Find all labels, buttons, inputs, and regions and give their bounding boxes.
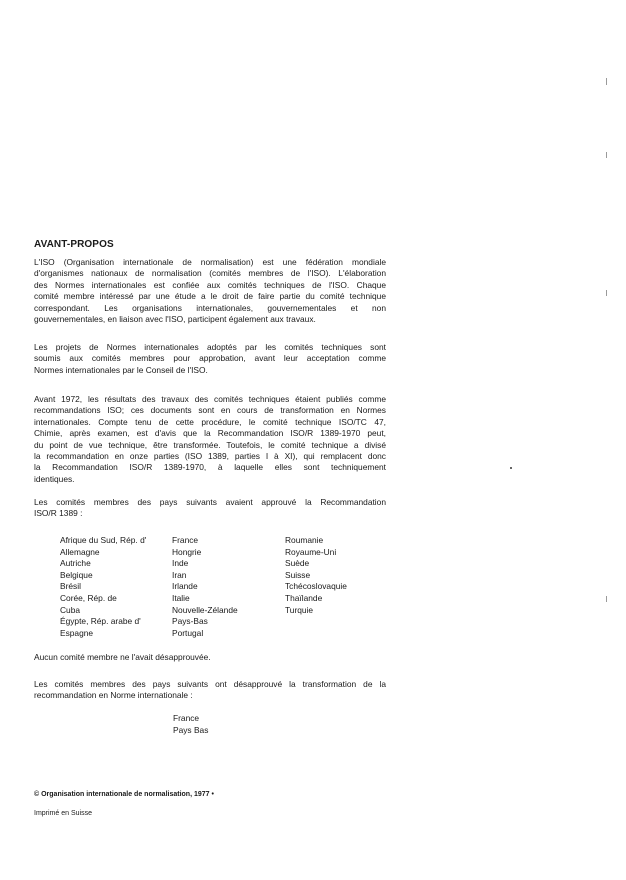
country-column-1 bbox=[60, 535, 146, 639]
text-line: des Normes internationales est confiée aux comités techniques de l'ISO. Chaque bbox=[34, 279, 386, 290]
copyright-notice: © Organisation internationale de normalisation, 1977 • bbox=[34, 791, 214, 798]
text-line: Les comités membres des pays suivants ont désapprouvé la transformation de la bbox=[34, 679, 386, 689]
paragraph-no-disapproval: Aucun comité membre ne l'avait désapprouvée. bbox=[34, 652, 211, 662]
paragraph-disapproving-members bbox=[34, 679, 386, 702]
country-name: Belgique bbox=[60, 569, 93, 580]
text-line: L'ISO (Organisation internationale de normalisation) est une fédération mondiale bbox=[34, 257, 386, 267]
scan-mark bbox=[510, 467, 512, 469]
country-name: Suède bbox=[285, 558, 310, 569]
printed-in-notice: Imprimé en Suisse bbox=[34, 810, 92, 817]
text-line: Chimie, après examen, est d'avis que la Recommandation ISO/R 1389-1970 peut, bbox=[34, 428, 386, 439]
disapproving-countries-list bbox=[173, 713, 208, 736]
country-name: France bbox=[173, 713, 200, 723]
country-name: Égypte, Rép. arabe d' bbox=[60, 616, 141, 627]
paragraph-iso-intro bbox=[34, 257, 386, 325]
scan-mark bbox=[606, 596, 607, 602]
text-line: Avant 1972, les résultats des travaux des comités techniques étaient publiés comme bbox=[34, 394, 386, 404]
text-line: ISO/R 1389 : bbox=[34, 508, 83, 519]
country-name: Corée, Rép. de bbox=[60, 592, 117, 603]
scan-mark bbox=[606, 290, 607, 296]
paragraph-recommendation-history bbox=[34, 394, 386, 485]
text-line: comité membre intéressé par une étude a le droit de faire partie du comité technique bbox=[34, 291, 386, 302]
country-name: Irlande bbox=[172, 581, 198, 592]
text-line: Normes internationales par le Conseil de l'ISO. bbox=[34, 364, 208, 375]
country-name: Roumanie bbox=[285, 535, 324, 545]
country-name: Italie bbox=[172, 592, 190, 603]
country-name: Inde bbox=[172, 558, 189, 569]
country-name: Hongrie bbox=[172, 546, 202, 557]
country-name: Pays Bas bbox=[173, 724, 209, 735]
scan-mark bbox=[606, 152, 607, 158]
country-name: Cuba bbox=[60, 604, 81, 615]
scan-mark bbox=[606, 78, 607, 85]
country-name: Afrique du Sud, Rép. d' bbox=[60, 535, 147, 545]
country-name: Iran bbox=[172, 569, 187, 580]
country-name: Portugal bbox=[172, 627, 204, 638]
country-name: Suisse bbox=[285, 569, 311, 580]
text-line: recommandation en Norme internationale : bbox=[34, 690, 193, 701]
paragraph-draft-standards bbox=[34, 342, 386, 376]
text-line: gouvernementales, en liaison avec l'ISO, participent également aux travaux. bbox=[34, 314, 316, 325]
country-name: France bbox=[172, 535, 199, 545]
country-column-2 bbox=[172, 535, 238, 639]
text-line: la Recommandation ISO/R 1389-1970, à laquelle elles sont techniquement bbox=[34, 462, 386, 473]
country-name: Tchécoslovaquie bbox=[285, 581, 347, 592]
country-name: Allemagne bbox=[60, 546, 100, 557]
text-line: d'organismes nationaux de normalisation (comités membres de l'ISO). L'élaboration bbox=[34, 268, 386, 279]
country-name: Royaume-Uni bbox=[285, 546, 337, 557]
text-line: correspondant. Les organisations internationales, gouvernementales et non bbox=[34, 302, 386, 313]
text-line: recommandations ISO; ces documents sont en cours de transformation en Normes bbox=[34, 405, 386, 416]
country-name: Turquie bbox=[285, 604, 314, 615]
country-name: Brésil bbox=[60, 581, 81, 592]
paragraph-approving-members bbox=[34, 497, 386, 520]
country-name: Pays-Bas bbox=[172, 616, 208, 627]
text-line: la recommandation en onze parties (ISO 1389, parties I à XI), qui remplacent donc bbox=[34, 451, 386, 462]
text-line: identiques. bbox=[34, 473, 75, 484]
text-line: du point de vue technique, être transformée. Toutefois, le comité technique a divisé bbox=[34, 439, 386, 450]
text-line: Les comités membres des pays suivants avaient approuvé la Recommandation bbox=[34, 497, 386, 507]
country-name: Espagne bbox=[60, 627, 94, 638]
country-column-3 bbox=[285, 535, 347, 616]
text-line: soumis aux comités membres pour approbation, avant leur acceptation comme bbox=[34, 353, 386, 364]
country-name: Autriche bbox=[60, 558, 91, 569]
page-heading: AVANT-PROPOS bbox=[34, 239, 114, 250]
text-line: Les projets de Normes internationales adoptés par les comités techniques sont bbox=[34, 342, 386, 352]
country-name: Nouvelle-Zélande bbox=[172, 604, 238, 615]
text-line: internationales. Compte tenu de cette procédure, le comité technique ISO/TC 47, bbox=[34, 416, 386, 427]
country-name: Thaïlande bbox=[285, 592, 323, 603]
